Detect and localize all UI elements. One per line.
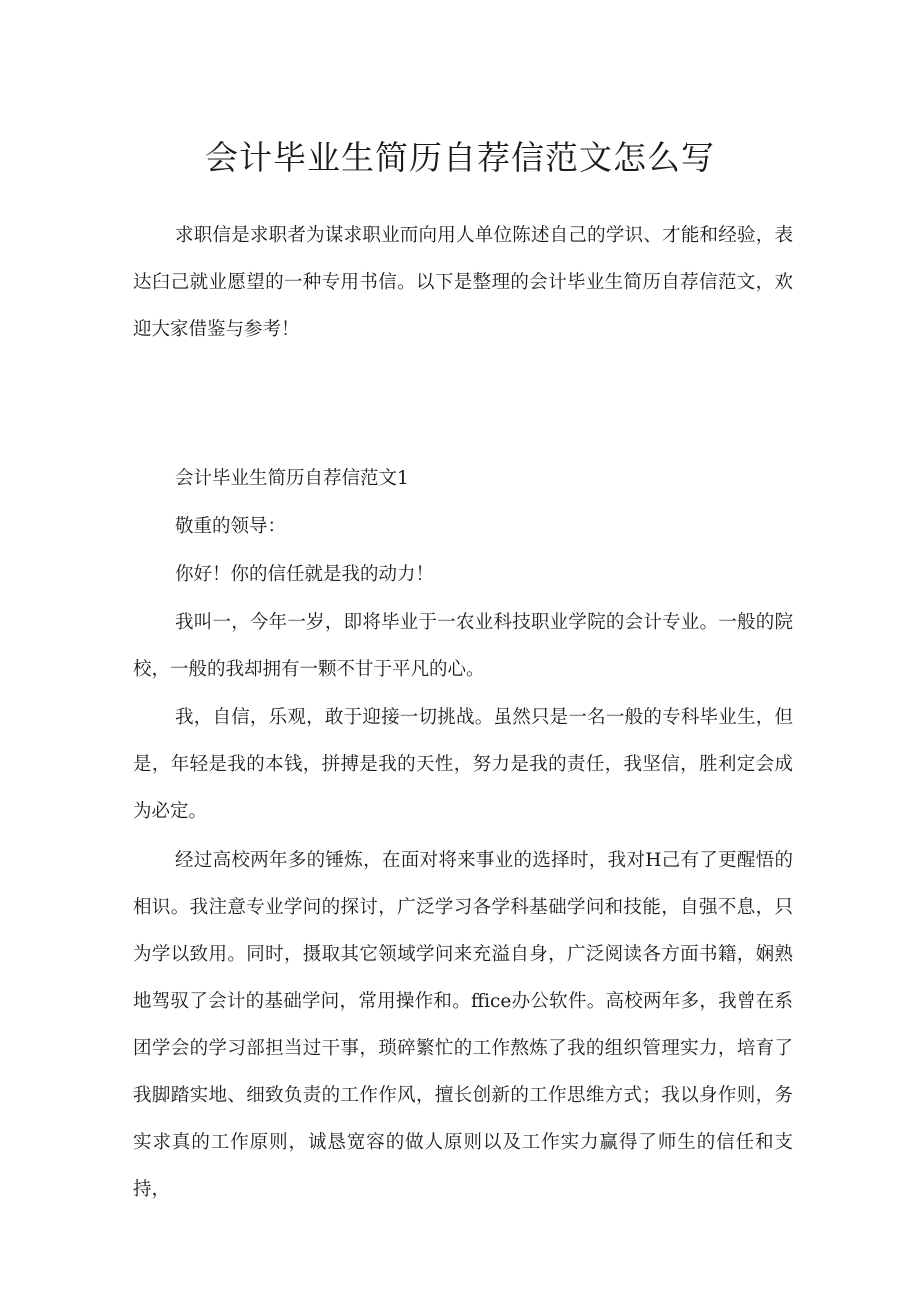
- body-paragraph-1: 我叫一，今年一岁，即将毕业于一农业科技职业学院的会计专业。一般的院校，一般的我却拥有一颗不甘于平凡的心。: [133, 612, 793, 680]
- salutation: 敬重的领导：: [175, 516, 287, 537]
- body-paragraph-2: 我，自信，乐观，敢于迎接一切挑战。虽然只是一名一般的专科毕业生，但是，年轻是我的本钱，拼搏是我的天性，努力是我的责任，我坚信，胜利定会成为必定。: [133, 707, 793, 822]
- intro-paragraph: 求职信是求职者为谋求职业而向用人单位陈述自己的学识、才能和经验，表达臼己就业愿望的一种专用书信。以下是整理的会计毕业生简历自荐信范文，欢迎大家借鉴与参考！: [133, 225, 793, 340]
- document-title: 会计毕业生简历自荐信范文怎么写: [205, 138, 715, 177]
- body-paragraph-3: 经过高校两年多的锤炼，在面对将来事业的选择时，我对H己有了更醒悟的相识。我注意专业学问的探讨，广泛学习各学科基础学问和技能，自强不息，只为学以致用。同时，摄取其它领域学问来充溢自身，广泛阅读各方面书籍，娴熟地驾驭了会计的基础学问，常用操作和。ffice办公软件。高校两年多，我曾在系团学会的学习部担当过干事，琐碎繁忙的工作熬炼了我的组织管理实力，培育了我脚踏实地、细致负责的工作作风，擅长创新的工作思维方式；我以身作则，务实求真的工作原则，诚恳宽容的做人原则以及工作实力赢得了师生的信任和支持，: [133, 850, 793, 1200]
- greeting: 你好！你的信任就是我的动力！: [175, 564, 435, 585]
- section-heading: 会计毕业生简历自荐信范文1: [175, 468, 409, 489]
